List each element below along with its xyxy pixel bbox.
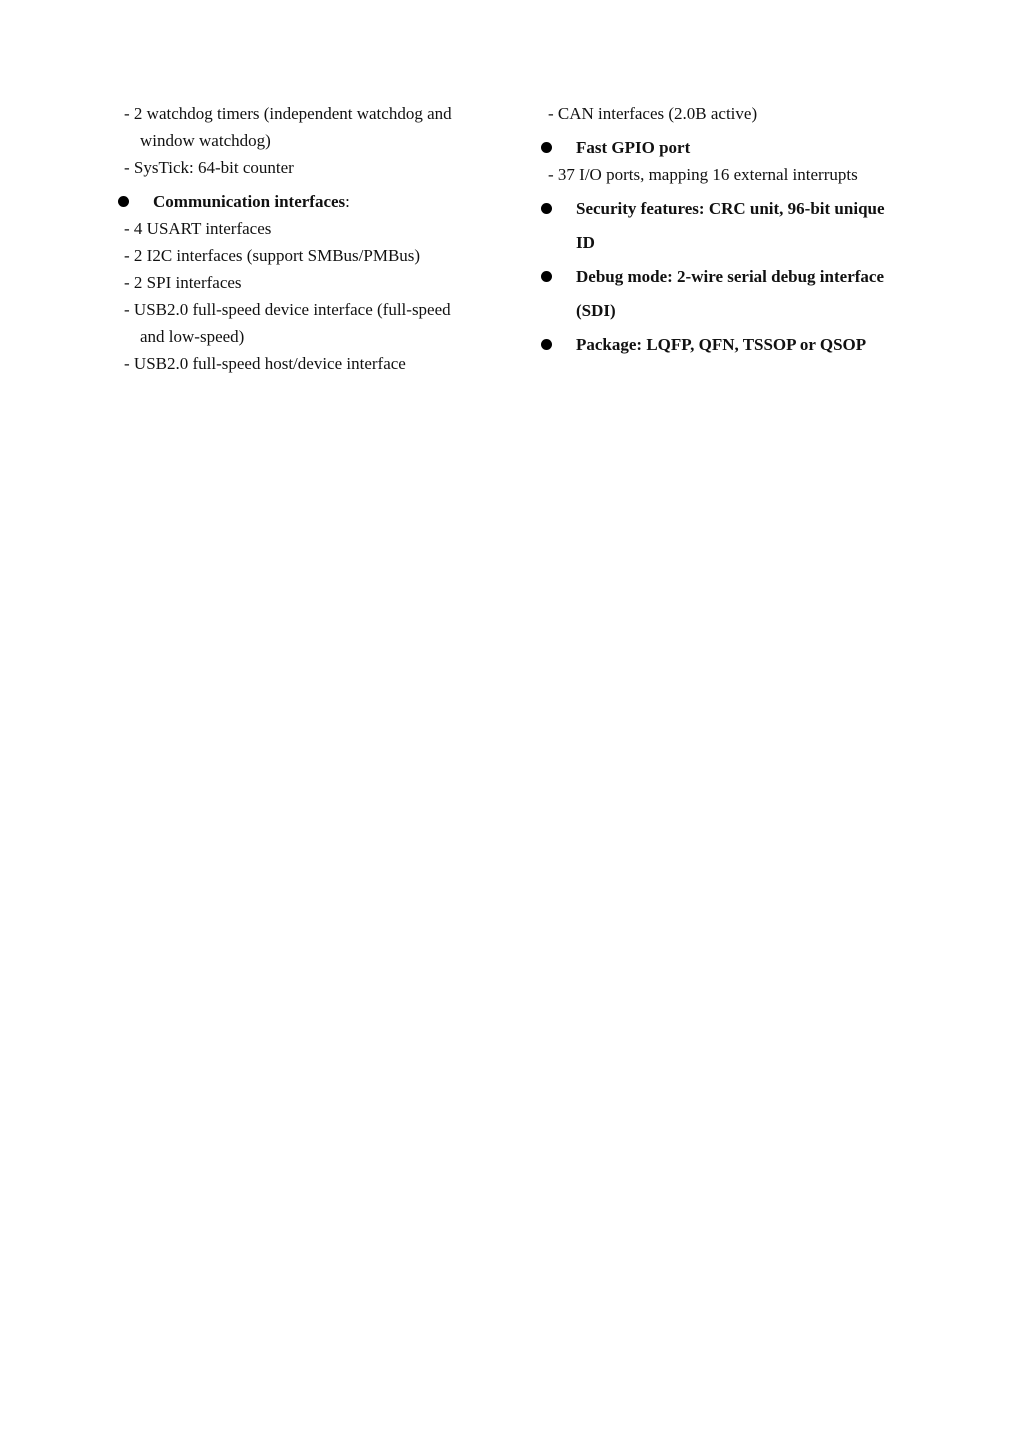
debug-line-1: Debug mode: 2-wire serial debug interface bbox=[576, 267, 884, 286]
watchdog-line-1: - 2 watchdog timers (independent watchdog and bbox=[124, 104, 452, 123]
bullet-dot-icon bbox=[541, 203, 552, 214]
can-line: - CAN interfaces (2.0B active) bbox=[548, 104, 758, 123]
debug-line-2: (SDI) bbox=[576, 301, 616, 320]
bullet-dot-icon bbox=[541, 271, 552, 282]
package-bullet bbox=[538, 328, 928, 362]
usb-host-line: - USB2.0 full-speed host/device interface bbox=[124, 354, 406, 373]
comm-interfaces-heading: Communication interfaces bbox=[153, 192, 346, 211]
security-line-1: Security features: CRC unit, 96-bit unique bbox=[576, 199, 885, 218]
debug-bullet bbox=[538, 260, 928, 328]
gpio-bullet bbox=[538, 134, 928, 161]
comm-interfaces-bullet bbox=[116, 188, 496, 215]
gpio-heading: Fast GPIO port bbox=[576, 138, 691, 157]
bullet-dot-icon bbox=[541, 339, 552, 350]
gpio-detail-line: - 37 I/O ports, mapping 16 external interrupts bbox=[548, 165, 858, 184]
bullet-dot-icon bbox=[118, 196, 129, 207]
systick-line: - SysTick: 64-bit counter bbox=[124, 158, 294, 177]
watchdog-line-2: window watchdog) bbox=[140, 131, 271, 150]
bullet-dot-icon bbox=[541, 142, 552, 153]
usb-device-line-2: and low-speed) bbox=[140, 327, 245, 346]
security-line-2: ID bbox=[576, 233, 595, 252]
i2c-line: - 2 I2C interfaces (support SMBus/PMBus) bbox=[124, 246, 421, 265]
usart-line: - 4 USART interfaces bbox=[124, 219, 272, 238]
right-column bbox=[538, 100, 928, 362]
security-bullet bbox=[538, 192, 928, 260]
spi-line: - 2 SPI interfaces bbox=[124, 273, 242, 292]
comm-heading-colon: : bbox=[345, 192, 350, 211]
usb-device-line-1: - USB2.0 full-speed device interface (full-speed bbox=[124, 300, 451, 319]
package-line: Package: LQFP, QFN, TSSOP or QSOP bbox=[576, 335, 867, 354]
left-column bbox=[116, 100, 496, 377]
